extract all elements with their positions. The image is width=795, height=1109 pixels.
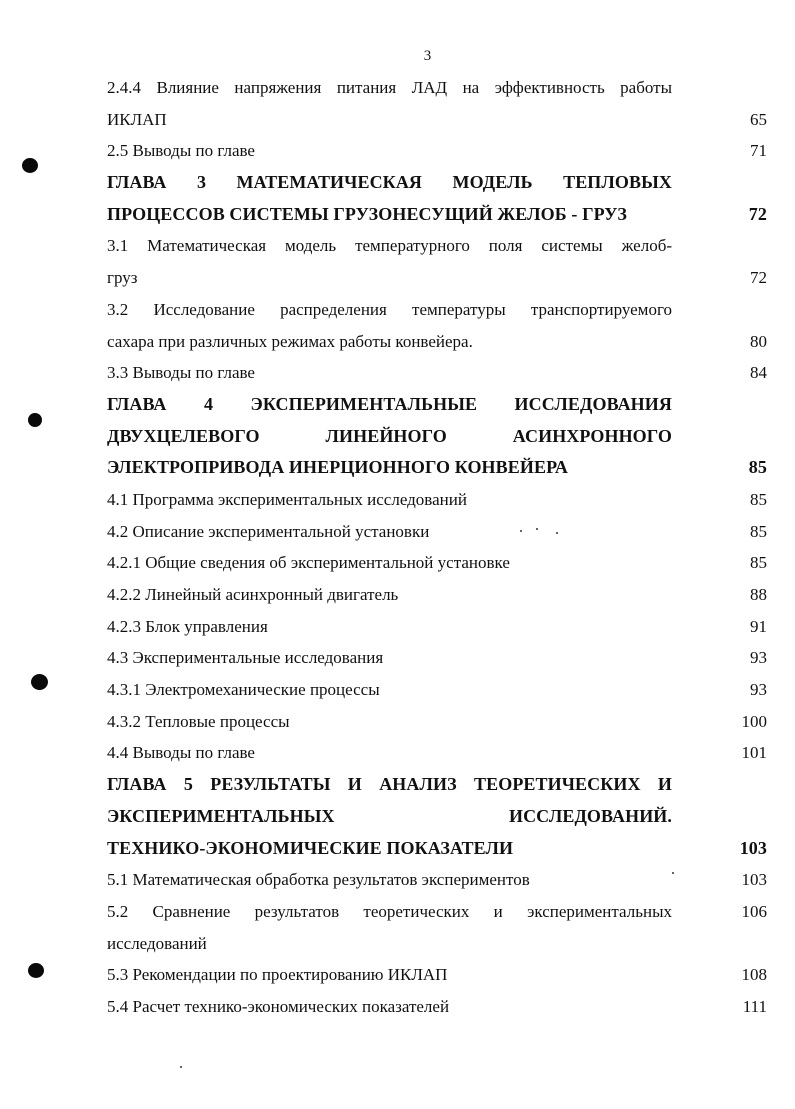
toc-entry-text: исследований xyxy=(107,933,207,953)
toc-entry xyxy=(107,547,767,579)
toc-line xyxy=(107,611,767,643)
toc-entry-text: 2.4.4 Влияние напряжения питания ЛАД на эффективность работы xyxy=(107,78,672,97)
toc-entry-text: ЭКСПЕРИМЕНТАЛЬНЫХ ИССЛЕДОВАНИЙ. xyxy=(107,805,672,826)
toc-page-number: 111 xyxy=(742,996,767,1016)
toc-entry-text: ЭЛЕКТРОПРИВОДА ИНЕРЦИОННОГО КОНВЕЙЕРА xyxy=(107,457,568,478)
toc-entry xyxy=(107,706,767,738)
toc-entry-text: ТЕХНИКО-ЭКОНОМИЧЕСКИЕ ПОКАЗАТЕЛИ xyxy=(107,837,514,858)
binder-hole-mark xyxy=(22,158,38,173)
toc-entry-text: 4.3 Экспериментальные исследования xyxy=(107,648,384,668)
toc-line xyxy=(107,421,767,453)
binder-hole-mark xyxy=(28,413,42,427)
toc-page-number: 103 xyxy=(739,837,767,858)
toc-page-number: 106 xyxy=(741,901,767,921)
toc-entry-text: ИКЛАП xyxy=(107,109,167,129)
toc-page-number: 91 xyxy=(750,616,767,636)
toc-entry xyxy=(107,674,767,706)
toc-entry-text: 5.4 Расчет технико-экономических показателей xyxy=(107,996,450,1016)
toc-line xyxy=(107,389,767,421)
toc-line xyxy=(107,801,767,833)
toc-entry xyxy=(107,642,767,674)
toc-page-number: 80 xyxy=(750,331,767,351)
toc-page-number: 101 xyxy=(741,743,767,763)
toc-line xyxy=(107,706,767,738)
toc-line xyxy=(107,230,767,262)
toc-entry-text: 5.2 Сравнение результатов теоретических и экспериментальных xyxy=(107,901,672,921)
toc-entry xyxy=(107,484,767,516)
toc-entry-text: 5.3 Рекомендации по проектированию ИКЛАП xyxy=(107,965,448,985)
toc-entry-text: 5.1 Математическая обработка результатов экспериментов xyxy=(107,870,530,890)
toc-line xyxy=(107,326,767,358)
toc-entry xyxy=(107,516,767,548)
toc-line xyxy=(107,262,767,294)
toc-page-number: 72 xyxy=(750,268,767,288)
toc-entry-text: 2.5 Выводы по главе xyxy=(107,141,255,161)
binder-hole-mark xyxy=(28,963,44,978)
toc-page-number: 85 xyxy=(750,489,767,509)
toc-page-number: 85 xyxy=(750,553,767,573)
toc-page-number: 72 xyxy=(748,203,767,224)
toc-line xyxy=(107,484,767,516)
toc-page-number: 88 xyxy=(750,585,767,604)
toc-chapter-entry xyxy=(107,769,767,864)
toc-page-number: 93 xyxy=(750,648,767,668)
toc-line xyxy=(107,167,767,199)
toc-line xyxy=(107,294,767,326)
toc-page-number: 85 xyxy=(748,457,767,478)
toc-entry-text: 4.2 Описание экспериментальной установки xyxy=(107,521,430,541)
toc-page-number: 84 xyxy=(750,363,767,383)
scan-speck xyxy=(672,872,674,874)
page-number: 3 xyxy=(423,48,432,64)
toc-line xyxy=(107,928,767,960)
scan-speck xyxy=(556,532,558,534)
toc-line xyxy=(107,199,767,231)
toc-line xyxy=(107,579,767,611)
toc-entry xyxy=(107,959,767,991)
toc-entry-text: ГЛАВА 5 РЕЗУЛЬТАТЫ И АНАЛИЗ ТЕОРЕТИЧЕСКИХ И xyxy=(107,774,672,795)
toc-line xyxy=(107,959,767,991)
toc-entry-text: 4.4 Выводы по главе xyxy=(107,743,255,763)
toc-entry-text: ПРОЦЕССОВ СИСТЕМЫ ГРУЗОНЕСУЩИЙ ЖЕЛОБ - ГРУЗ xyxy=(107,203,627,224)
toc-line xyxy=(107,72,767,104)
toc-entry-text: ГЛАВА 4 ЭКСПЕРИМЕНТАЛЬНЫЕ ИССЛЕДОВАНИЯ xyxy=(107,393,672,414)
toc-chapter-entry xyxy=(107,389,767,484)
toc-line xyxy=(107,104,767,136)
toc-page-number: 100 xyxy=(741,711,767,731)
toc-entry xyxy=(107,135,767,167)
toc-page-number: 103 xyxy=(741,870,767,890)
toc-line xyxy=(107,452,767,484)
toc-entry xyxy=(107,864,767,896)
toc-entry-text: груз xyxy=(107,268,138,288)
toc-line xyxy=(107,547,767,579)
toc-entry-text: ГЛАВА 3 МАТЕМАТИЧЕСКАЯ МОДЕЛЬ ТЕПЛОВЫХ xyxy=(107,172,672,193)
toc-entry xyxy=(107,72,767,135)
toc-line xyxy=(107,896,767,928)
toc-line xyxy=(107,357,767,389)
scan-speck xyxy=(520,530,522,532)
toc-entry xyxy=(107,294,767,357)
toc-page-number: 108 xyxy=(741,965,767,985)
toc-line xyxy=(107,135,767,167)
scan-speck xyxy=(180,1066,182,1068)
toc-entry-text: сахара при различных режимах работы конвейера. xyxy=(107,331,473,351)
toc-entry-text: 4.2.1 Общие сведения об экспериментальной установке xyxy=(107,553,510,573)
toc-line xyxy=(107,516,767,548)
toc-entry-text: ДВУХЦЕЛЕВОГО ЛИНЕЙНОГО АСИНХРОННОГО xyxy=(107,425,672,446)
toc-entry-text: 4.2.2 Линейный асинхронный двигатель xyxy=(107,585,399,604)
toc-chapter-entry xyxy=(107,167,767,230)
toc-entry xyxy=(107,230,767,293)
toc-page-number: 93 xyxy=(750,680,767,700)
toc-entry-text: 4.3.1 Электромеханические процессы xyxy=(107,680,380,700)
toc-entry xyxy=(107,991,767,1023)
toc-line xyxy=(107,674,767,706)
toc-entry xyxy=(107,357,767,389)
binder-hole-mark xyxy=(31,674,48,690)
toc-line xyxy=(107,769,767,801)
toc-entry xyxy=(107,737,767,769)
scan-speck xyxy=(536,528,538,530)
toc-line xyxy=(107,642,767,674)
toc-page-number: 85 xyxy=(750,521,767,541)
toc-line xyxy=(107,833,767,865)
toc-entry-text: 4.1 Программа экспериментальных исследований xyxy=(107,489,467,509)
toc-entry-text: 3.1 Математическая модель температурного поля системы желоб- xyxy=(107,236,672,256)
toc-line xyxy=(107,864,767,896)
toc-entry xyxy=(107,896,767,959)
toc-entry xyxy=(107,579,767,611)
toc-line xyxy=(107,737,767,769)
toc-entry-text: 4.3.2 Тепловые процессы xyxy=(107,711,290,731)
toc-page-number: 65 xyxy=(750,109,767,129)
table-of-contents xyxy=(107,72,767,1023)
toc-entry-text: 3.3 Выводы по главе xyxy=(107,363,255,383)
toc-page-number: 71 xyxy=(750,141,767,161)
toc-entry xyxy=(107,611,767,643)
toc-entry-text: 3.2 Исследование распределения температуры транспортируемого xyxy=(107,299,672,319)
toc-entry-text: 4.2.3 Блок управления xyxy=(107,616,268,636)
toc-line xyxy=(107,991,767,1023)
